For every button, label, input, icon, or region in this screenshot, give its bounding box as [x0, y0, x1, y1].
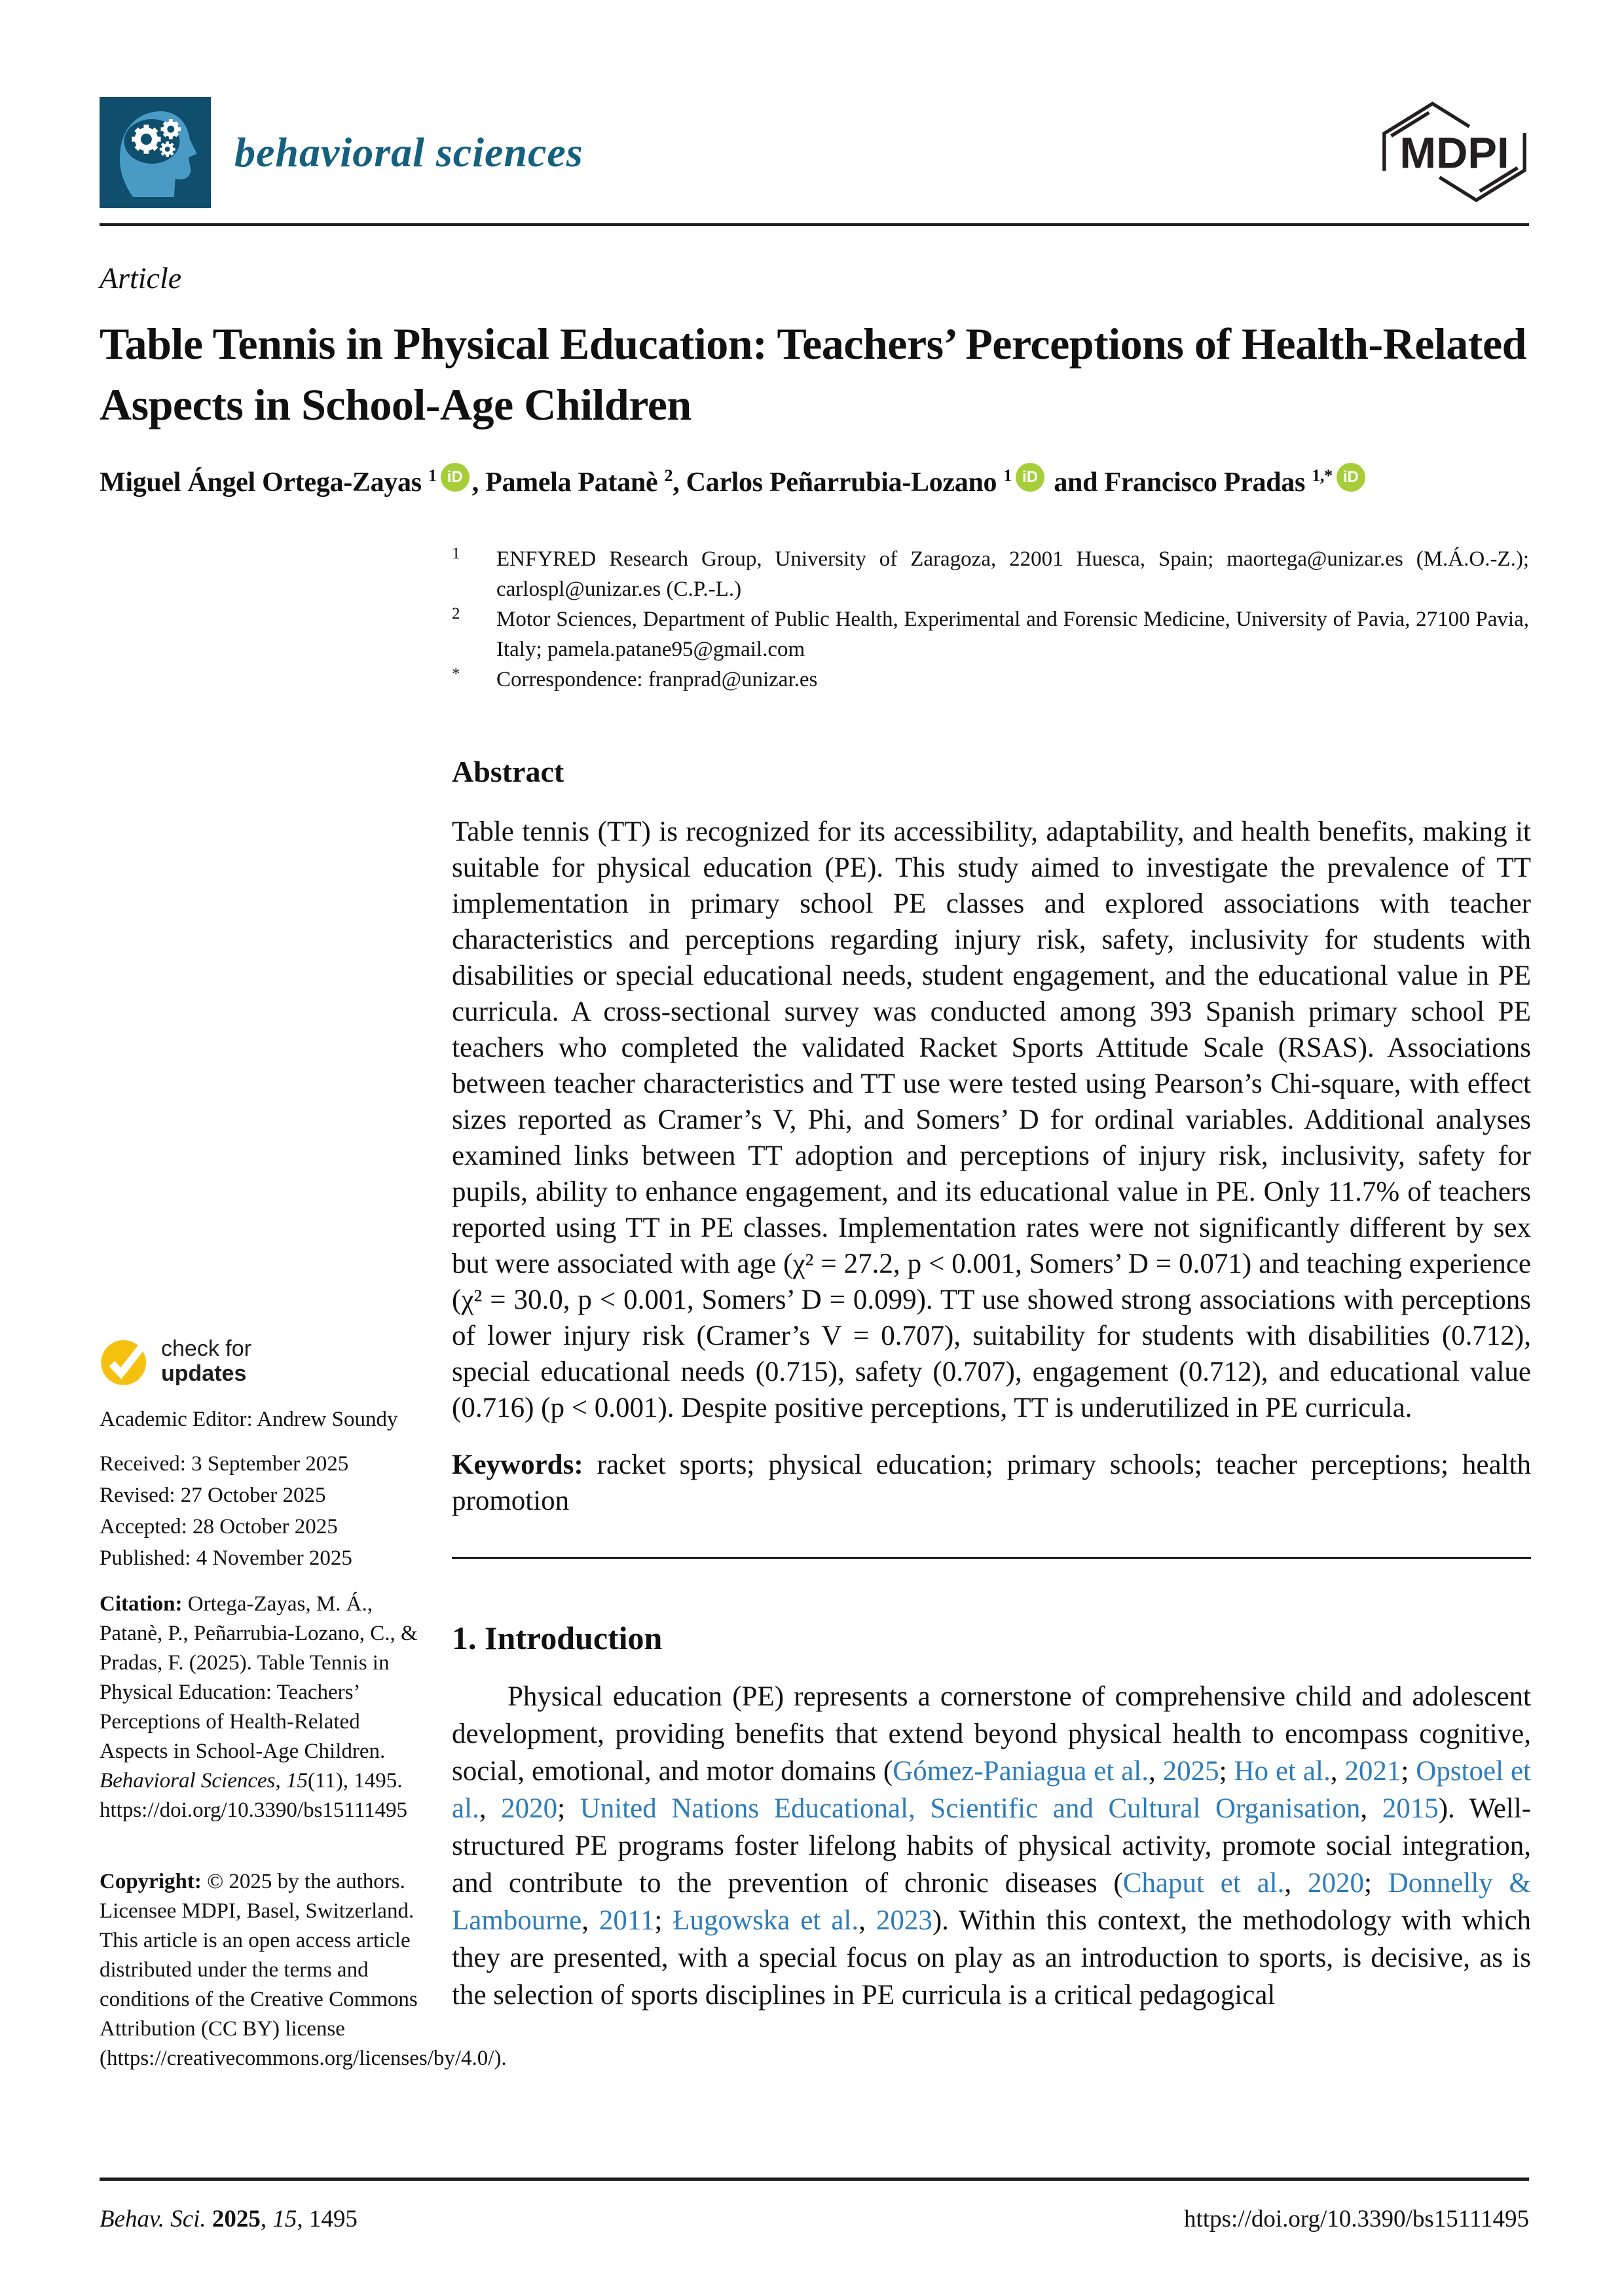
citation-link[interactable]: 2025: [1162, 1756, 1219, 1787]
doi-link[interactable]: https://doi.org/10.3390/bs15111495: [1184, 2206, 1529, 2232]
keywords-text: racket sports; physical education; primary schools; teacher perceptions; health promotion: [452, 1449, 1531, 1516]
citation-link[interactable]: 2020: [501, 1793, 558, 1824]
mdpi-logo-text: MDPI: [1399, 128, 1509, 178]
affiliation-text: Correspondence: franprad@unizar.es: [496, 668, 818, 691]
check-for-updates-badge[interactable]: [100, 1336, 432, 1387]
citation-link[interactable]: 2015: [1382, 1793, 1439, 1824]
citation-link[interactable]: Gómez-Paniagua et al.: [893, 1756, 1149, 1787]
page-title: Table Tennis in Physical Education: Teachers’ Perceptions of Health-Related Aspects in School-Age Children: [100, 319, 1526, 429]
received-date: Received: 3 September 2025: [100, 1452, 349, 1476]
abstract-text: Table tennis (TT) is recognized for its accessibility, adaptability, and health benefits, making it suitable for physical education (PE). This study aimed to investigate the prevalence of TT implementation in primary school PE classes and explored associations with teacher characteristics and perceptions regarding injury risk, safety, inclusivity for students with disabilities or special educational needs, student engagement, and the educational value in PE curricula. A cross-sectional survey was conducted among 393 Spanish primary school PE teachers who completed the validated Racket Sports Attitude Scale (RSAS). Associations between teacher characteristics and TT use were tested using Pearson’s Chi-square, with effect sizes reported as Cramer’s V, Phi, and Somers’ D for ordinal variables. Additional analyses examined links between TT adoption and perceptions of injury risk, inclusivity, safety for pupils, ability to enhance engagement, and its educational value in PE. Only 11.7% of teachers reported using TT in PE classes. Implementation rates were not significantly different by sex but were associated with age (χ² = 27.2, p < 0.001, Somers’ D = 0.071) and teaching experience (χ² = 30.0, p < 0.001, Somers’ D = 0.099). TT use showed strong associations with perceptions of lower injury risk (Cramer’s V = 0.707), suitability for students with disabilities (0.712), special educational needs (0.715), safety (0.707), engagement (0.712), and educational value (0.716) (p < 0.001). Despite positive perceptions, TT is underutilized in PE curricula.: [452, 816, 1531, 1423]
citation-link[interactable]: 2021: [1344, 1756, 1401, 1787]
article-type-label: Article: [100, 261, 182, 295]
citation-link[interactable]: Opstoel et al.: [452, 1756, 1531, 1824]
journal-footer-reference: Behav. Sci. 2025, 15, 1495: [100, 2206, 358, 2232]
check-for-updates-label: check for updates: [161, 1336, 251, 1386]
citation-link[interactable]: Ługowska et al.: [673, 1905, 859, 1936]
page-header: [100, 97, 1529, 208]
affiliation-marker: 1: [452, 545, 460, 562]
affiliation-marker: *: [452, 665, 460, 683]
header-divider: [100, 223, 1529, 226]
revised-date: Revised: 27 October 2025: [100, 1484, 326, 1507]
check-icon: [100, 1336, 151, 1387]
section-heading-introduction: 1. Introduction: [452, 1620, 663, 1656]
citation-link[interactable]: 2023: [876, 1905, 932, 1936]
section-divider: [452, 1557, 1531, 1559]
authors-line: Miguel Ángel Ortega-Zayas $^1$ iD , Pamela Patanè $^2$, Carlos Peñarrubia-Lozano $^1$ iD and Francisco Pradas $^{1,*}$ iD: [100, 463, 1529, 502]
mdpi-logo: [1380, 100, 1529, 204]
journal-logo-icon: [100, 97, 211, 208]
affiliation-text: ENFYRED Research Group, University of Zaragoza, 22001 Huesca, Spain; maortega@unizar.es (M.Á.O.-Z.); carlospl@unizar.es (C.P.-L.): [496, 547, 1529, 601]
citation-link[interactable]: Ho et al.: [1234, 1756, 1331, 1787]
keywords-line: [452, 1447, 1531, 1519]
citation-link[interactable]: 2011: [599, 1905, 655, 1936]
orcid-icon[interactable]: iD: [1337, 463, 1365, 492]
main-column: [452, 754, 1531, 2014]
keywords-label: Keywords:: [452, 1449, 583, 1480]
affiliation-marker: 2: [452, 605, 460, 623]
introduction-paragraph: Physical education (PE) represents a cornerstone of comprehensive child and adolescent development, providing benefits that extend beyond physical health to encompass cognitive, social, emotional, and motor domains (Gómez-Paniagua et al., 2025; Ho et al., 2021; Opstoel et al., 2020; United Nations Educational, Scientific and Cultural Organisation, 2015). Well-structured PE programs foster lifelong habits of physical activity, promote social integration, and contribute to the prevention of chronic diseases (Chaput et al., 2020; Donnelly & Lambourne, 2011; Ługowska et al., 2023). Within this context, the methodology with which they are presented, with a special focus on play as an introduction to sports, is decisive, as is the selection of sports disciplines in PE curricula is a critical pedagogical: [452, 1681, 1532, 2011]
citation-link[interactable]: 2020: [1307, 1868, 1364, 1899]
accepted-date: Accepted: 28 October 2025: [100, 1515, 338, 1539]
citation-link[interactable]: United Nations Educational, Scientific and Cultural Organisation: [580, 1793, 1361, 1824]
academic-editor: Academic Editor: Andrew Soundy: [100, 1408, 398, 1431]
article-dates: [100, 1448, 432, 1574]
affiliation-row: [452, 544, 1529, 604]
published-date: Published: 4 November 2025: [100, 1546, 352, 1570]
footer-divider: [100, 2178, 1529, 2181]
affiliations: [452, 544, 1529, 695]
title-block: [100, 261, 1529, 695]
citation-block: Citation: Ortega-Zayas, M. Á., Patanè, P., Peñarrubia-Lozano, C., & Pradas, F. (2025). Table Tennis in Physical Education: Teachers’ Perceptions of Health-Related Aspects in School-Age Children. Behavioral Sciences, 15(11), 1495. https://doi.org/10.3390/bs15111495: [100, 1592, 418, 1822]
citation-link[interactable]: Donnelly & Lambourne: [452, 1868, 1532, 1936]
orcid-icon[interactable]: iD: [441, 463, 470, 492]
affiliation-row: [452, 665, 1529, 695]
copyright-block: Copyright: © 2025 by the authors. Licensee MDPI, Basel, Switzerland. This article is an open access article distributed under the terms and conditions of the Creative Commons Attribution (CC BY) license (https://creativecommons.org/licenses/by/4.0/).: [100, 1870, 507, 2070]
citation-link[interactable]: Chaput et al.: [1122, 1868, 1285, 1899]
affiliation-row: [452, 604, 1529, 665]
journal-name: behavioral sciences: [234, 129, 583, 175]
abstract-heading: Abstract: [452, 755, 564, 788]
journal-brand: [100, 97, 583, 208]
affiliation-text: Motor Sciences, Department of Public Health, Experimental and Forensic Medicine, University of Pavia, 27100 Pavia, Italy; pamela.patane95@gmail.com: [496, 608, 1529, 661]
orcid-icon[interactable]: iD: [1016, 463, 1044, 492]
